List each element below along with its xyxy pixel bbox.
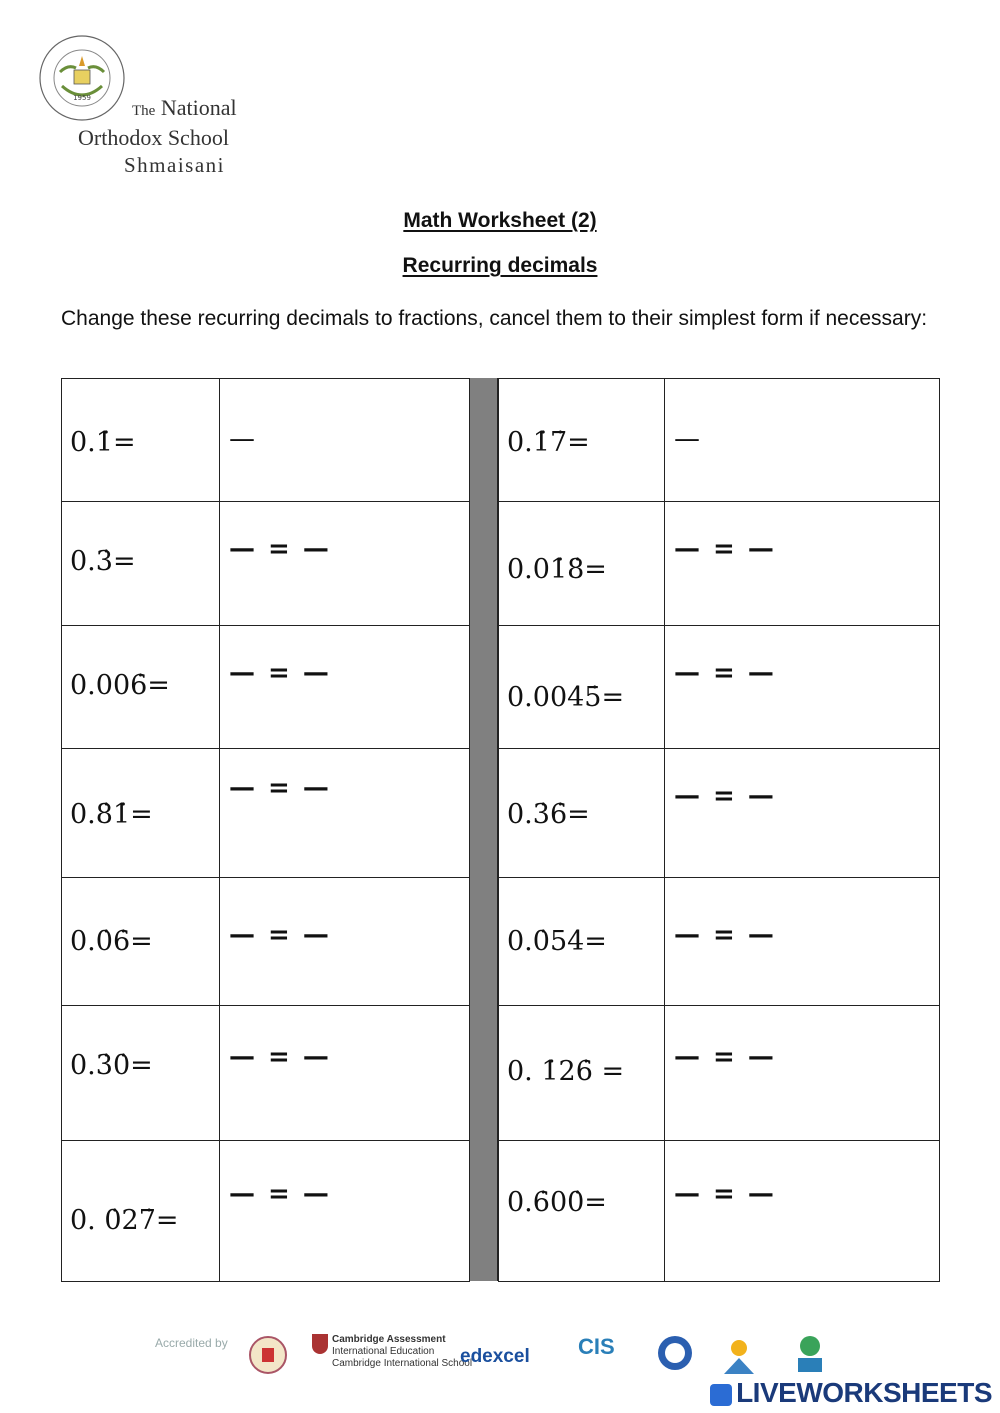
answer-blank[interactable]: — = —: [674, 534, 776, 564]
recurring-decimal: 0.8̇1̇=: [70, 799, 153, 830]
recurring-decimal-cell: [498, 625, 666, 749]
answer-blank[interactable]: — = —: [674, 1042, 776, 1072]
answer-blank-cell: [219, 1005, 470, 1141]
recurring-decimal: 0.3̇=: [70, 546, 136, 577]
recurring-decimal: 0.01̇8̇=: [507, 554, 607, 585]
edexcel-logo: edexcel: [460, 1346, 530, 1367]
recurring-decimal-cell: [498, 877, 666, 1006]
answer-blank[interactable]: — = —: [229, 534, 331, 564]
recurring-decimal: 0. 1̇26̇ =: [507, 1056, 625, 1087]
recurring-decimal: 0.0̇54̇=: [507, 926, 607, 957]
answer-blank-cell: [664, 877, 940, 1006]
recurring-decimal-cell: [61, 501, 221, 626]
recurring-decimal-cell: [61, 748, 221, 878]
cis-logo: CIS: [578, 1334, 615, 1359]
answer-blank-cell: [219, 877, 470, 1006]
answer-blank-cell: [219, 1140, 470, 1282]
recurring-decimal: 0.1̇7̇=: [507, 427, 590, 458]
recurring-decimal-cell: [498, 501, 666, 626]
answer-blank-cell: [219, 748, 470, 878]
answer-blank[interactable]: —: [674, 424, 700, 454]
recurring-decimal-cell: [498, 378, 666, 502]
recurring-decimal-cell: [61, 378, 221, 502]
recurring-decimal: 0.004̇5̇=: [507, 682, 625, 713]
recurring-decimal-cell: [61, 1140, 221, 1282]
recurring-decimal-cell: [61, 625, 221, 749]
answer-blank-cell: [664, 501, 940, 626]
liveworksheets-icon: [710, 1384, 732, 1406]
answer-blank[interactable]: — = —: [229, 658, 331, 688]
recurring-decimal: 0.1̇=: [70, 427, 136, 458]
answer-blank[interactable]: — = —: [229, 773, 331, 803]
recurring-decimal: 0. 0̇27̇=: [70, 1205, 179, 1236]
worksheet-title: Math Worksheet (2): [403, 209, 597, 232]
answer-blank[interactable]: — = —: [674, 920, 776, 950]
healthy-schools-icon: [716, 1334, 762, 1380]
recurring-decimal-cell: [498, 748, 666, 878]
answer-blank[interactable]: — = —: [674, 658, 776, 688]
exercise-table: [61, 378, 939, 1281]
answer-blank-cell: [664, 625, 940, 749]
worksheet-subtitle: Recurring decimals: [402, 254, 598, 277]
answer-blank-cell: [664, 1140, 940, 1282]
answer-blank-cell: [664, 748, 940, 878]
answer-blank-cell: [664, 1005, 940, 1141]
ib-logo-icon: [656, 1334, 694, 1372]
answer-blank[interactable]: —: [229, 424, 255, 454]
accredited-label: Accredited by: [155, 1336, 228, 1350]
recurring-decimal: 0.3̇0̇=: [70, 1050, 153, 1081]
instructions: Change these recurring decimals to fractions, cancel them to their simplest form if necessary:: [61, 307, 928, 330]
eco-schools-icon: [790, 1334, 830, 1378]
recurring-decimal: 0.6̇00̇=: [507, 1187, 607, 1218]
recurring-decimal: 0.3̇6̇=: [507, 799, 590, 830]
cambridge-logo: Cambridge Assessment International Education Cambridge International School: [312, 1334, 472, 1370]
answer-blank[interactable]: — = —: [674, 1179, 776, 1209]
recurring-decimal: 0.0̇6̇=: [70, 926, 153, 957]
answer-blank[interactable]: — = —: [229, 920, 331, 950]
answer-blank-cell: [664, 378, 940, 502]
answer-blank-cell: [219, 378, 470, 502]
answer-blank[interactable]: — = —: [229, 1179, 331, 1209]
recurring-decimal-cell: [61, 877, 221, 1006]
table-divider: [468, 378, 498, 1281]
jordan-crest-icon: [247, 1334, 289, 1376]
recurring-decimal: 0.006̇=: [70, 670, 170, 701]
recurring-decimal-cell: [498, 1140, 666, 1282]
recurring-decimal-cell: [498, 1005, 666, 1141]
liveworksheets-logo: LIVEWORKSHEETS: [710, 1377, 992, 1409]
school-name: The National Orthodox School Shmaisani: [78, 95, 237, 177]
recurring-decimal-cell: [61, 1005, 221, 1141]
answer-blank[interactable]: — = —: [229, 1042, 331, 1072]
answer-blank[interactable]: — = —: [674, 781, 776, 811]
answer-blank-cell: [219, 501, 470, 626]
svg-text:1959: 1959: [73, 94, 91, 102]
answer-blank-cell: [219, 625, 470, 749]
